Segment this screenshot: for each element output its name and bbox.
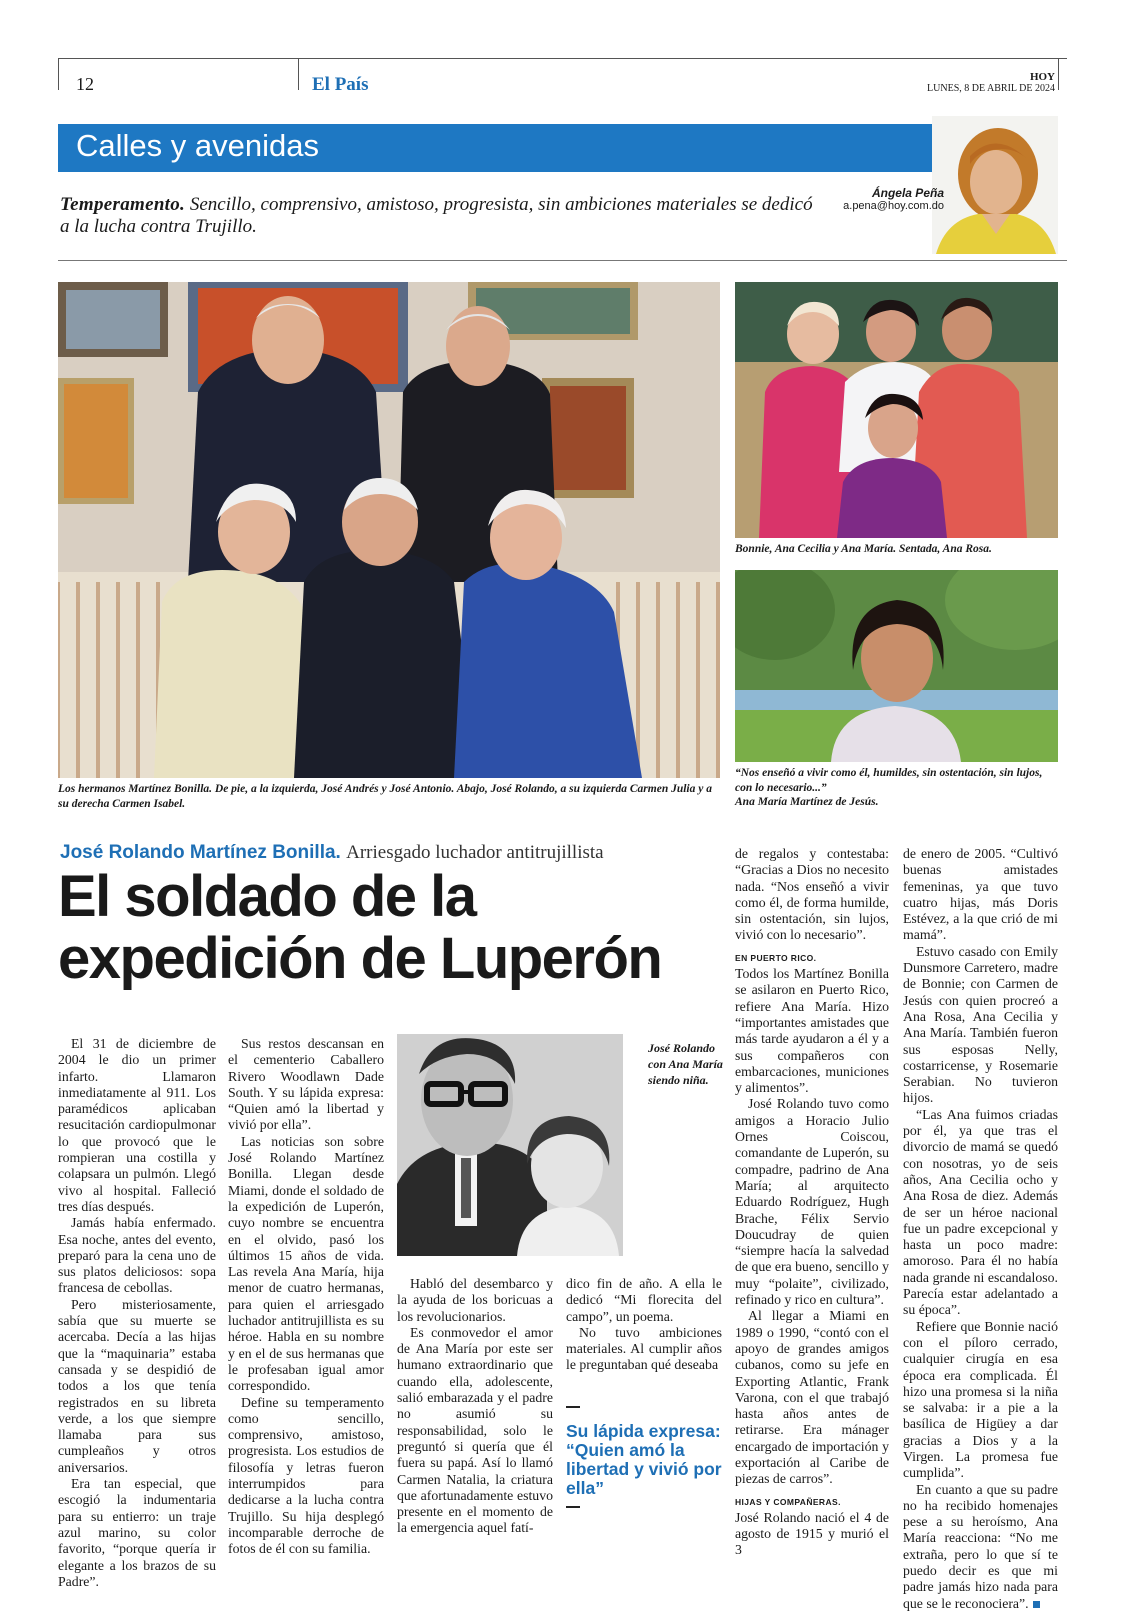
header-divider — [298, 58, 299, 90]
group-photo — [735, 282, 1058, 538]
article-column-2 — [228, 1036, 384, 1558]
paragraph: de regalos y contestaba: “Gracias a Dios no necesito nada. “Nos enseñó a vivir como él, de forma humilde, sin ostentación, sin lujos, vivió con lo necesario”. — [735, 846, 889, 943]
paragraph: Todos los Martínez Bonilla se asilaron en Puerto Rico, refiere Ana María. Hizo “importantes amistades que más tarde ayudaron a él y a sus compañeros con embarcaciones, municiones y alimentos”. — [735, 966, 889, 1096]
paragraph: de enero de 2005. “Cultivó buenas amistades femeninas, ya que tuvo cuatro hijas, más Doris Estévez, a la que crió de mi mamá”. — [903, 846, 1058, 943]
paragraph: Es conmovedor el amor de Ana María por este ser humano extraordinario que cuando ella, adolescente, salió embarazada y el padre no asumió su responsabilidad, solo le preguntó si quería que él fuera su papá. Así lo llamó Carmen Natalia, la criatura que afortunadamente estuvo presente en el momento de la emergencia aquel fatí- — [397, 1324, 553, 1536]
main-photo-caption: Los hermanos Martínez Bonilla. De pie, a la izquierda, José Andrés y José Antonio. Abajo, José Rolando, a su izquierda Carmen Julia y a su derecha Carmen Isabel. — [58, 783, 712, 810]
portrait-name: Ana María Martínez de Jesús. — [735, 796, 879, 808]
article-column-6 — [903, 846, 1058, 1612]
paragraph: Estuvo casado con Emily Dunsmore Carretero, madre de Bonnie; con Carmen de Jesús con quien procreó a Ana Rosa, Ana Cecilia y Ana María. También fueron sus esposas Nelly, costarricense, y Rosemarie Serabian. No tuvieron hijos. — [903, 943, 1058, 1106]
header-divider — [58, 58, 59, 90]
paragraph — [903, 1482, 1058, 1612]
tagline-text: Sencillo, comprensivo, amistoso, progresista, sin ambiciones materiales se dedicó a la lucha contra Trujillo. — [60, 194, 813, 237]
paragraph: Sus restos descansan en el cementerio Caballero Rivero Woodlawn Dade South. Y su lápida expresa: “Quien amó la libertad y vivió por ella”. — [228, 1036, 384, 1133]
bw-photo — [397, 1034, 623, 1256]
section-name: El País — [312, 74, 369, 95]
issue-date: LUNES, 8 DE ABRIL DE 2024 — [927, 83, 1055, 94]
tagline-lead: Temperamento. — [60, 194, 186, 215]
author-photo — [932, 116, 1058, 254]
subhead: HIJAS Y COMPAÑERAS. — [735, 1496, 841, 1507]
kicker-sub: Arriesgado luchador antitrujillista — [346, 842, 604, 863]
paragraph: Pero misteriosamente, sabía que su muerte se acercaba. Decía a las hijas que la “maquinaria” estaba cansada y se despidió de todos a los que tenía registrados en su libreta verde, a los que siempre llamaba para sus cumpleaños y otros aniversarios. — [58, 1296, 216, 1475]
article-column-4 — [566, 1276, 722, 1374]
portrait-photo — [735, 570, 1058, 762]
subhead: EN PUERTO RICO. — [735, 952, 817, 963]
end-mark-icon — [1033, 1601, 1040, 1608]
author-name: Ángela Peña — [871, 186, 944, 200]
tagline — [60, 194, 820, 238]
section-rule — [58, 260, 1067, 261]
paragraph: Habló del desembarco y la ayuda de los boricuas a los revolucionarios. — [397, 1276, 553, 1324]
pullquote-rule — [566, 1406, 580, 1408]
paragraph: “Las Ana fuimos criadas por él, ya que tras el divorcio de mamá se quedó con nosotras, yo de seis años, Ana Cecilia ocho y Ana Rosa de diez. Además de ser un héroe nacional fue un padre excepcional y hasta un poco madre: amoroso. Para él no había nada grande ni escandaloso. Parecía estar adelantado a su época”. — [903, 1106, 1058, 1318]
paragraph: Refiere que Bonnie nació con el píloro cerrado, cualquier cirugía en esa época era complicada. Él hizo una promesa si la niña se salvaba: ir a pie a la basílica de Higüey a dar gracias a Dios y a la Virgen. La promesa fue cumplida”. — [903, 1318, 1058, 1481]
article-column-3 — [397, 1276, 553, 1537]
paragraph: Las noticias son sobre José Rolando Martínez Bonilla. Llegan desde Miami, donde el soldado de la expedición de Luperón, cuyo nombre se encuentra en el olvido, pasó los últimos 15 años de vida. Las revela Ana María, hija menor de cuatro hermanas, para quien el arriesgado luchador antitrujillista es su héroe. Habla en su nombre y en el de sus hermanas que le profesaban igual amor correspondido. — [228, 1133, 384, 1394]
article-column-1 — [58, 1036, 216, 1590]
header-divider — [1058, 58, 1059, 90]
article-column-5 — [735, 846, 889, 1559]
masthead — [927, 72, 1055, 94]
pullquote-rule — [566, 1506, 580, 1508]
page-number: 12 — [76, 74, 94, 94]
header-rule — [58, 58, 1067, 59]
headline-line: El soldado de la — [58, 864, 476, 929]
author-byline — [838, 186, 944, 212]
group-photo-caption: Bonnie, Ana Cecilia y Ana María. Sentada, Ana Rosa. — [735, 543, 992, 555]
last-paragraph-text: En cuanto a que su padre no ha recibido homenajes pese a su heroísmo, Ana María reacciona: “No me extraña, pero lo que sí te puedo decir es que mi padre jamás hizo nada para que se le reconociera”. — [903, 1481, 1058, 1611]
headline-line: expedición de Luperón — [58, 926, 662, 991]
paragraph: El 31 de diciembre de 2004 le dio un primer infarto. Llamaron inmediatamente al 911. Los paramédicos aplicaban resucitación cardiopulmonar lo que provocó que le rompieran una costilla y colapsara un pulmón. Llegó vivo al hospital. Falleció tres días después. — [58, 1036, 216, 1214]
paragraph: No tuvo ambiciones materiales. Al cumplir años le preguntaban qué deseaba — [566, 1324, 722, 1373]
pullquote — [566, 1422, 726, 1498]
author-email: a.pena@hoy.com.do — [843, 200, 944, 212]
paragraph: dico fin de año. A ella le dedicó “Mi florecita del campo”, un poema. — [566, 1276, 722, 1324]
paragraph: José Rolando tuvo como amigos a Horacio Julio Ornes Coiscou, comandante de Luperón, su compadre, padrino de Ana María; al arquitecto Eduardo Rodríguez, Hugh Brache, Félix Servio Doucudray de quien “siempre hacía la salvedad de que era bueno, sencillo y muy “polaite”, civilizado, refinado y rico en cultura”. — [735, 1096, 890, 1308]
main-family-photo — [58, 282, 720, 778]
bw-photo-caption: José Rolando con Ana María siendo niña. — [648, 1041, 723, 1087]
article-headline — [58, 866, 718, 990]
article-kicker — [60, 842, 604, 864]
portrait-quote: “Nos enseñó a vivir como él, humildes, sin ostentación, sin lujos, con lo necesario...” — [735, 767, 1043, 794]
kicker-name: José Rolando Martínez Bonilla. — [60, 842, 341, 863]
paragraph: Era tan especial, que escogió la indumentaria para su entierro: un traje azul marino, su color favorito, “porque quería ir elegante a los brazos de su Padre”. — [58, 1476, 216, 1589]
portrait-caption — [735, 766, 1058, 810]
pullquote-line: Su lápida expresa: — [566, 1421, 721, 1441]
paragraph: Define su temperamento como sencillo, comprensivo, amistoso, progresista. Los estudios de filosofía y letras fueron interrumpidos para dedicarse a la lucha contra Trujillo. Su hija desplegó incomparable derroche de fotos de él con su familia. — [228, 1394, 384, 1557]
paragraph: José Rolando nació el 4 de agosto de 1915 y murió el 3 — [735, 1509, 889, 1558]
paragraph: Al llegar a Miami en 1989 o 1990, “contó con el apoyo de grandes amigos cubanos, como su jefe en Exporting Atlantic, Frank Varona, con el que trabajó hasta años antes de retirarse. Era mánager encargado de importación y exportación al Caribe de piezas de carros”. — [735, 1308, 889, 1487]
pullquote-line: “Quien amó la libertad y vivió por ella” — [566, 1440, 722, 1498]
masthead-name: HOY — [1029, 71, 1055, 83]
column-title: Calles y avenidas — [76, 128, 319, 163]
paragraph: Jamás había enfermado. Esa noche, antes del evento, preparó para la cena uno de sus platos deliciosos: sopa francesa de cebollas. — [58, 1215, 216, 1296]
